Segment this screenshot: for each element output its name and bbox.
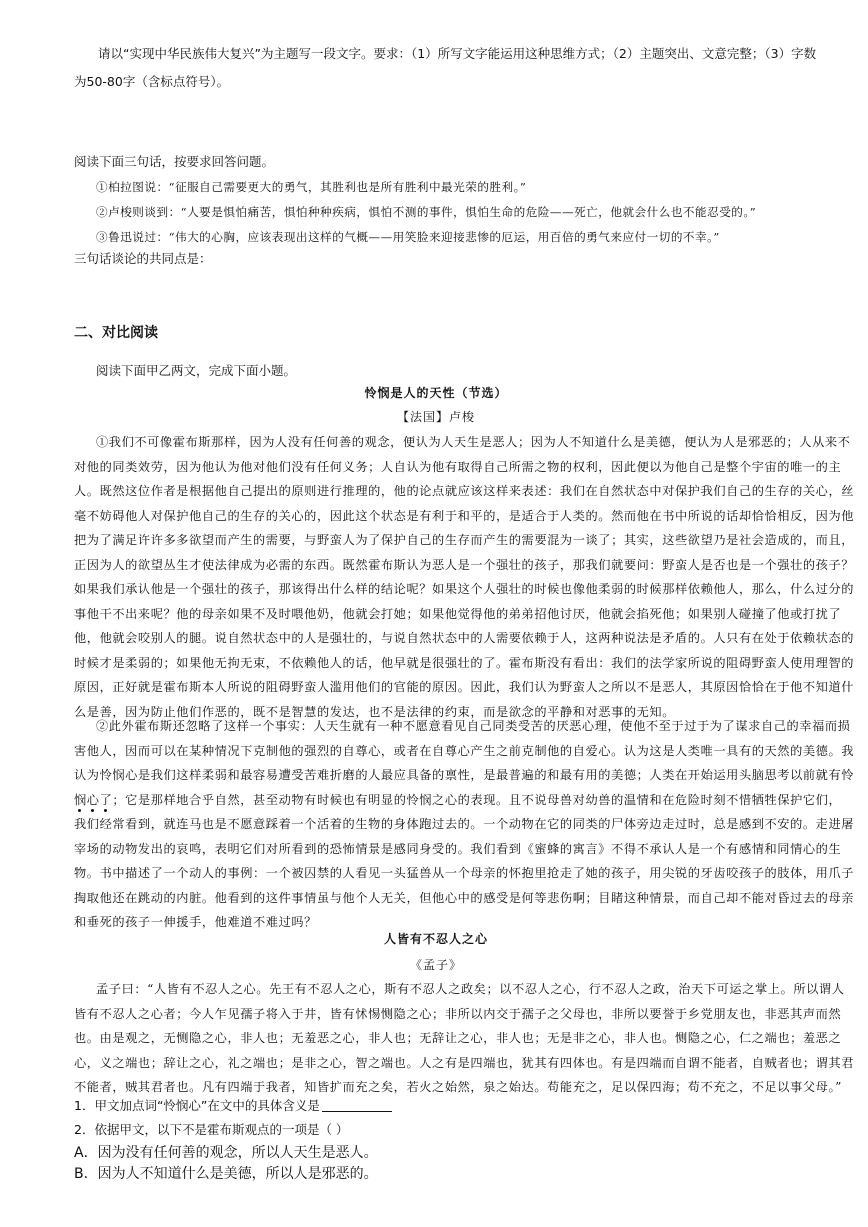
text-line: 对他的同类效劳，因为他认为他对他们没有任何义务；人自认为他有取得自己所需之物的权利，因此便以为他自己是整个宇宙的唯一的主	[74, 459, 842, 474]
text-a-paragraph-1	[74, 430, 855, 724]
text-line: 不能者，贼其君者也。凡有四端于我者，知皆扩而充之矣，若火之始然，泉之始达。苟能充之，足以保四海；苟不充之，不足以事父母。”	[74, 1080, 842, 1094]
text-line-with-emphasis	[74, 788, 842, 813]
option-b[interactable]: B．因为人不知道什么是美德，所以人是邪恶的。	[74, 1166, 378, 1182]
text-b-source: 《孟子》	[409, 958, 462, 972]
quotes-instruction: 阅读下面三句话，按要求回答问题。	[74, 154, 275, 169]
emphasis-dot	[78, 809, 81, 812]
quote-3: ③鲁迅说过：“伟大的心胸，应该表现出这样的气概——用笑脸来迎接悲惨的厄运，用百倍的勇气来应付一切的不幸。”	[96, 230, 720, 244]
text-line: 皆有不忍人之心者；今人乍见孺子将入于井，皆有怵惕恻隐之心；非所以内交于孺子之父母也，非所以要誉于乡党朋友也，非恶其声而然	[74, 1006, 842, 1021]
text-line: 孟子曰：“人皆有不忍人之心。先王有不忍人之心，斯有不忍人之政矣；以不忍人之心，行不忍人之政，治天下可运之掌上。所以谓人	[96, 982, 845, 996]
text-line: 物。书中描述了一个动人的事例：一个被囚禁的人看见一头猛兽从一个母亲的怀抱里抢走了她的孩子，用尖锐的牙齿咬孩子的肢体，用爪子	[74, 866, 855, 880]
text-b-body	[74, 977, 855, 1100]
text-line: 我们经常看到，就连马也是不愿意踩着一个活着的生物的身体跑过去的。一个动物在它的同类的尸体旁边走过时，总是感到不安的。走进屠	[74, 817, 855, 831]
text-line: 他，他就会咬别人的腿。说自然状态中的人是强壮的，与说自然状态中的人需要依赖于人，这两种说法是矛盾的。人只有在处于依赖状态的	[74, 631, 855, 645]
question-1-text: 1．甲文加点词“怜悯心”在文中的具体含义是	[74, 1098, 320, 1113]
text-line: 如果我们承认他是一个强壮的孩子，那该得出什么样的结论呢？如果这个人强壮的时候也像他柔弱的时候那样依赖他人，那么，什么过分的	[74, 582, 855, 596]
quotes-question: 三句话谈论的共同点是：	[74, 251, 212, 266]
section-heading: 二、对比阅读	[74, 325, 158, 341]
question-1	[74, 1096, 392, 1114]
answer-blank[interactable]	[322, 1097, 392, 1112]
emphasized-word	[74, 793, 100, 807]
text-line: 心，义之端也；辞让之心，礼之端也；是非之心，智之端也。人之有是四端也，犹其有四体也。有是四端而自谓不能者，自贼者也；谓其君	[74, 1055, 855, 1070]
quote-2: ②卢梭则谈到：“人要是惧怕痛苦，惧怕种种疾病，惧怕不测的事件，惧怕生命的危险——死亡，他就会什么也不能忍受的。”	[96, 205, 757, 219]
writing-task-line2: 为50-80字（含标点符号）。	[74, 74, 230, 89]
text-line: 么是善，因为防止他们作恶的，既不是智慧的发达，也不是法律的约束，而是欲念的平静和对恶事的无知。	[74, 704, 676, 719]
text-line: 也。由是观之，无恻隐之心，非人也；无羞恶之心，非人也；无辞让之心，非人也；无是非之心，非人也。恻隐之心，仁之端也；羞恶之	[74, 1031, 842, 1045]
text-line: 正因为人的欲望丛生才使法律成为必需的东西。既然霍布斯认为恶人是一个强壮的孩子，那我们就要问：野蛮人是否也是一个强壮的孩子？	[74, 557, 855, 572]
text-line-rest: 了；它是那样地合乎自然，甚至动物有时候也有明显的怜悯之心的表现。且不说母兽对幼兽的温情和在危险时刻不惜牺牲保护它们，	[99, 792, 842, 807]
emphasis-dot	[91, 809, 94, 812]
text-line: 掏取他还在跳动的内脏。他看到的这件事情虽与他个人无关，但他心中的感受是何等悲伤啊；目睹这种情景，而自己却不能对昏过去的母亲	[74, 890, 855, 905]
writing-task	[74, 43, 817, 93]
text-line: 事他干不出来呢？他的母亲如果不及时喂他奶，他就会打她；如果他觉得他的弟弟招他讨厌，他就会掐死他；如果别人碰撞了他或打扰了	[74, 606, 842, 621]
emphasized-word-text: 悯心	[74, 792, 100, 807]
text-a-paragraph-2	[74, 714, 855, 935]
text-line: 宰场的动物发出的哀鸣，表明它们对所看到的恐怖情景是感同身受的。我们看到《蜜蜂的寓言》不得不承认人是一个有感情和同情心的生	[74, 841, 842, 856]
text-line: 和垂死的孩子一伸援手，他难道不难过吗？	[74, 915, 317, 929]
emphasis-dot	[104, 809, 107, 812]
quote-1: ①柏拉图说：“征服自己需要更大的勇气，其胜利也是所有胜利中最光荣的胜利。”	[96, 180, 527, 194]
text-line: 时候才是柔弱的；如果他无拘无束，不依赖他人的话，他早就是很强壮的了。霍布斯没有看出：我们的法学家所说的阻碍野蛮人使用理智的	[74, 655, 855, 670]
text-a-title: 怜悯是人的天性（节选）	[364, 386, 508, 400]
writing-task-line1: 请以“实现中华民族伟大复兴”为主题写一段文字。要求：（1）所写文字能运用这种思维方式；（2）主题突出、文意完整；（3）字数	[98, 46, 817, 61]
text-line: 把为了满足许许多多欲望而产生的需要，与野蛮人为了保护自己的生存而产生的需要混为一谈了；其实，这些欲望乃是社会造成的，而且，	[74, 533, 855, 547]
text-line: 人。既然这位作者是根据他自己提出的原则进行推理的，他的论点就应该这样来表述：我们在自然状态中对保护我们自己的生存的关心，丝	[74, 484, 855, 498]
text-line: 原因，正好就是霍布斯本人所说的阻碍野蛮人滥用他们的官能的原因。因此，我们认为野蛮人之所以不是恶人，其原因恰恰在于他不知道什	[74, 680, 855, 694]
text-line: 害他人，因而可以在某种情况下克制他的强烈的自尊心，或者在自尊心产生之前克制他的自爱心。认为这是人类唯一具有的天然的美德。我	[74, 743, 855, 758]
text-a-author: 【法国】卢梭	[396, 410, 475, 424]
text-line: 毫不妨碍他人对保护他自己的生存的关心的，因此这个状态是有利于和平的，是适合于人类的。然而他在书中所说的话却恰恰相反，因为他	[74, 508, 855, 523]
option-a[interactable]: A．因为没有任何善的观念，所以人天生是恶人。	[74, 1145, 378, 1161]
text-line: 认为怜悯心是我们这样柔弱和最容易遭受苦难折磨的人最应具备的禀性，是最普遍的和最有用的美德；人类在开始运用头脑思考以前就有怜	[74, 768, 855, 782]
text-line: ②此外霍布斯还忽略了这样一个事实：人天生就有一种不愿意看见自己同类受苦的厌恶心理，使他不至于过于为了谋求自己的幸福而损	[96, 719, 851, 733]
section-instruction: 阅读下面甲乙两文，完成下面小题。	[96, 363, 297, 378]
question-2: 2．依据甲文，以下不是霍布斯观点的一项是（ ）	[74, 1122, 349, 1137]
text-line: ①我们不可像霍布斯那样，因为人没有任何善的观念，便认为人天生是恶人；因为人不知道什么是美德，便认为人是邪恶的；人从来不	[96, 435, 851, 449]
text-b-title: 人皆有不忍人之心	[383, 932, 488, 946]
